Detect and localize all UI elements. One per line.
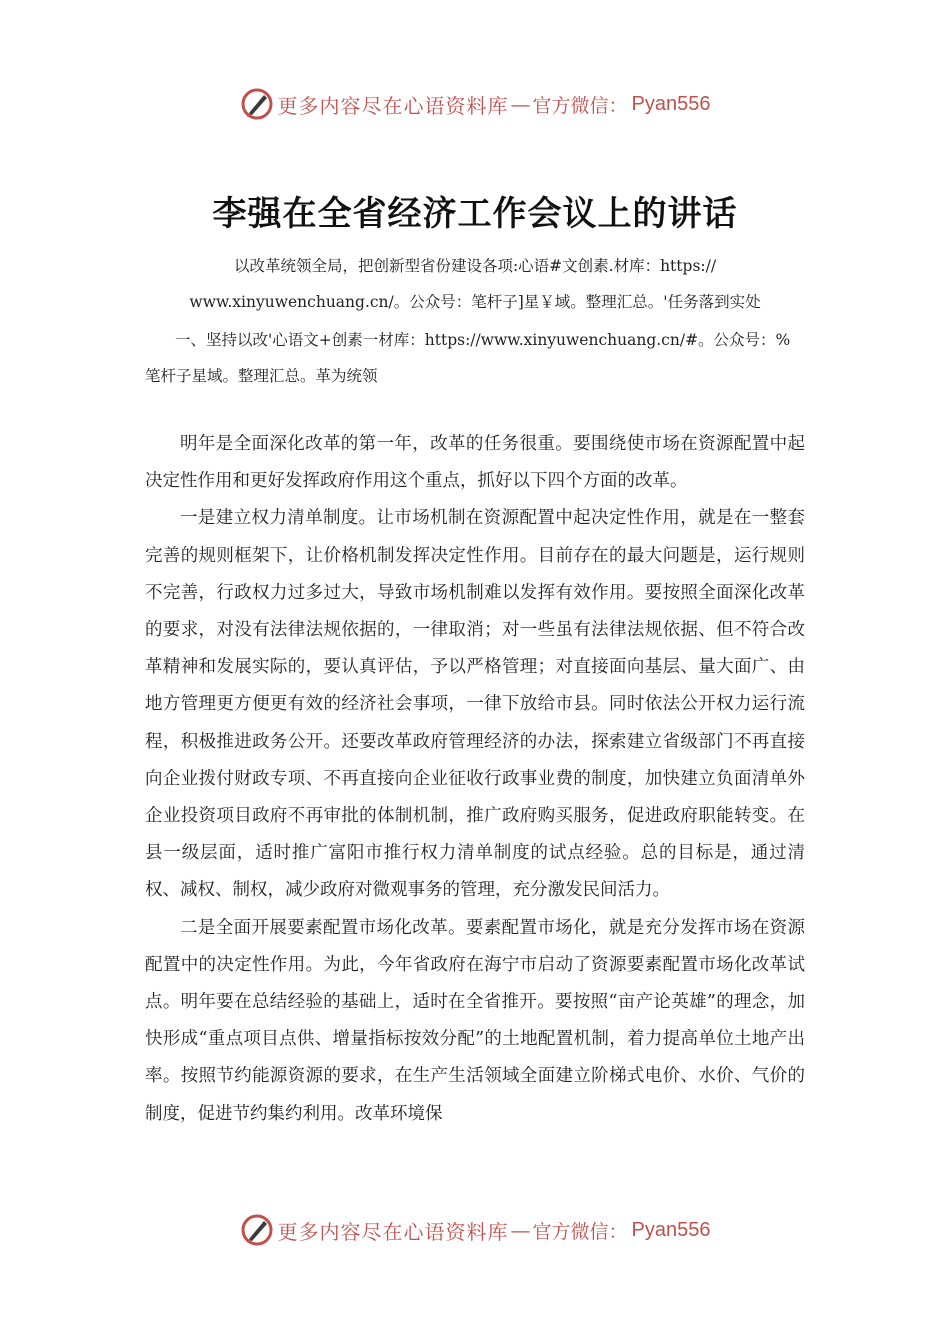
document-subtitle-1: 以改革统领全局，把创新型省份建设各项:心语#文创素.材库：https:// www.xinyuwenchuang.cn/。公众号：笔杆子]星￥域。整理汇总。'任务落到实处 xyxy=(189,257,761,311)
document-title: 李强在全省经济工作会议上的讲话 xyxy=(212,194,738,234)
banner-dash: — xyxy=(510,1218,531,1242)
quill-pen-logo-icon xyxy=(240,1213,274,1247)
body-paragraph: 二是全面开展要素配置市场化改革。要素配置市场化，就是充分发挥市场在资源配置中的决定性作用。为此，今年省政府在海宁市启动了资源要素配置市场化改革试点。明年要在总结经验的基础上，适时在全省推开。要按照“亩产论英雄”的理念，加快形成“重点项目点供、增量指标按效分配”的土地配置机制，着力提高单位土地产出率。按照节约能源资源的要求，在生产生活领域全面建立阶梯式电价、水价、气价的制度，促进节约集约利用。改革环境保 xyxy=(145,917,805,1124)
banner-brand-text: 更多内容尽在心语资料库 xyxy=(277,1219,509,1244)
banner-dash: — xyxy=(510,92,531,116)
body-paragraph: 一是建立权力清单制度。让市场机制在资源配置中起决定性作用，就是在一整套完善的规则框架下，让价格机制发挥决定性作用。目前存在的最大问题是，运行规则不完善，行政权力过多过大，导致市场机制难以发挥有效作用。要按照全面深化改革的要求，对没有法律法规依据的，一律取消；对一些虽有法律法规依据、但不符合改革精神和发展实际的，要认真评估，予以严格管理；对直接面向基层、量大面广、由地方管理更方便更有效的经济社会事项，一律下放给市县。同时依法公开权力运行流程，积极推进政务公开。还要改革政府管理经济的办法，探索建立省级部门不再直接向企业拨付财政专项、不再直接向企业征收行政事业费的制度，加快建立负面清单外企业投资项目政府不再审批的体制机制，推广政府购买服务，促进政府职能转变。在县一级层面，适时推广富阳市推行权力清单制度的试点经验。总的目标是，通过清权、减权、制权，减少政府对微观事务的管理，充分激发民间活力。 xyxy=(145,508,805,901)
banner-wechat-label: 官方微信： xyxy=(532,1220,628,1243)
banner-brand-text: 更多内容尽在心语资料库 xyxy=(277,93,509,118)
banner-wechat-id: Pyan556 xyxy=(631,92,711,115)
header-watermark-banner xyxy=(0,84,950,124)
quill-pen-logo-icon xyxy=(240,87,274,121)
document-body xyxy=(145,426,805,1133)
banner-wechat-label: 官方微信： xyxy=(532,94,628,117)
document-subtitle-2: 一、坚持以改'心语文+创素一材库：https://www.xinyuwenchuang.cn/#。公众号：%笔杆子星域。整理汇总。革为统领 xyxy=(145,331,791,385)
banner-wechat-id: Pyan556 xyxy=(631,1218,711,1241)
footer-watermark-banner xyxy=(0,1210,950,1250)
body-paragraph: 明年是全面深化改革的第一年，改革的任务很重。要围绕使市场在资源配置中起决定性作用和更好发挥政府作用这个重点，抓好以下四个方面的改革。 xyxy=(145,434,805,492)
